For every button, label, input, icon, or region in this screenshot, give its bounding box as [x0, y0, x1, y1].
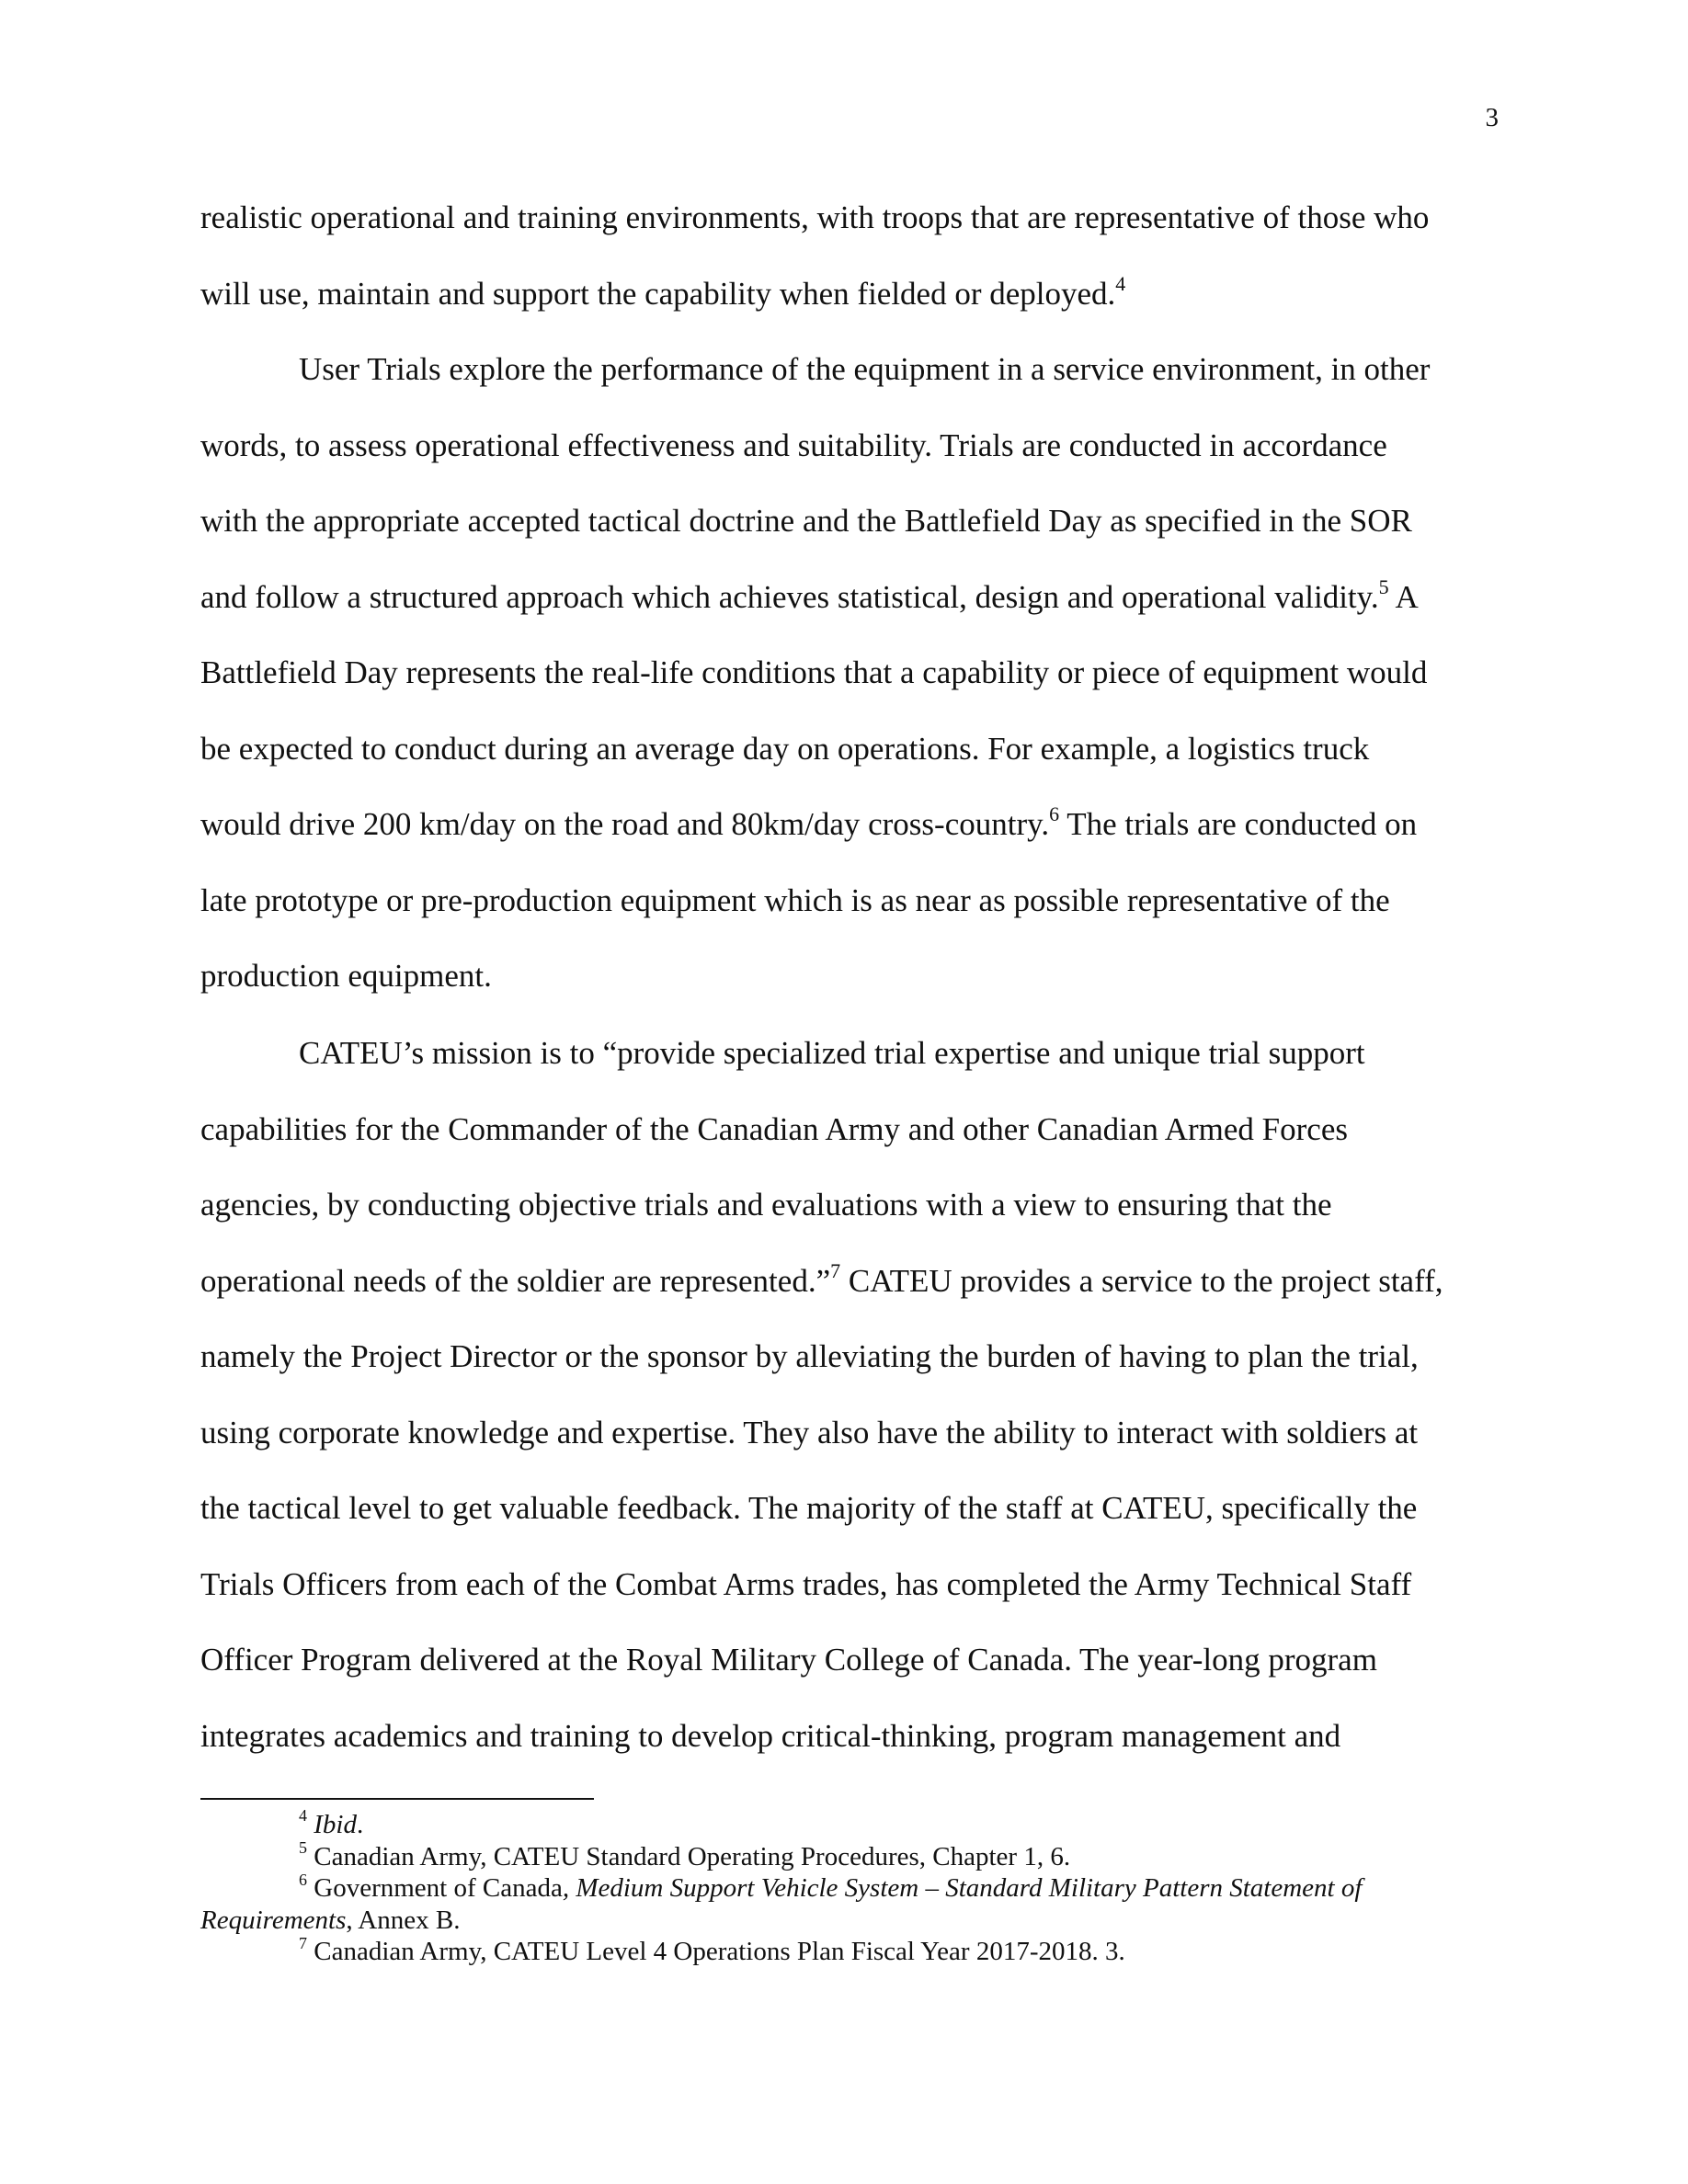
paragraph-line: [200, 560, 1506, 636]
paragraph-line: capabilities for the Commander of the Canadian Army and other Canadian Armed Forces: [200, 1110, 1348, 1147]
footnote-7: [200, 1933, 1506, 1968]
line-text: operational needs of the soldier are represented.”: [200, 1262, 831, 1299]
footnote-text: Government of Canada: [314, 1873, 563, 1904]
paragraph-line: with the appropriate accepted tactical doctrine and the Battlefield Day as specified in the SOR: [200, 503, 1412, 539]
paragraph-line: realistic operational and training environments, with troops that are representative of those who: [200, 199, 1430, 235]
footnote-6-continued: [200, 1905, 1506, 1937]
footnote-number: 4: [299, 1806, 307, 1826]
footnote-text: Canadian Army, CATEU Standard Operating Procedures, Chapter 1, 6.: [314, 1841, 1071, 1871]
paragraph-line: using corporate knowledge and expertise. They also have the ability to interact with soldiers at: [200, 1414, 1419, 1450]
paragraph-continuation: [200, 180, 1506, 332]
footnote-divider: [200, 1798, 594, 1800]
footnote-ref-4[interactable]: 4: [1115, 271, 1126, 295]
footnote-number: 7: [299, 1933, 307, 1952]
paragraph-line: be expected to conduct during an average day on operations. For example, a logistics truck: [200, 730, 1370, 767]
paragraph-line: late prototype or pre-production equipment which is as near as possible representative of the: [200, 882, 1390, 918]
footnote-ref-6[interactable]: 6: [1049, 802, 1060, 826]
footnote-italic: Ibid: [314, 1810, 357, 1839]
paragraph-line: agencies, by conducting objective trials and evaluations with a view to ensuring that the: [200, 1187, 1332, 1223]
footnote-text: .: [356, 1810, 364, 1839]
paragraph-line: Trials Officers from each of the Combat Arms trades, has completed the Army Technical Staff: [200, 1565, 1412, 1602]
footnote-6: [200, 1872, 1506, 1905]
page-number: 3: [1485, 103, 1499, 132]
footnote-ref-7[interactable]: 7: [830, 1258, 841, 1282]
footnote-5: [200, 1837, 1506, 1873]
paragraph-line: [200, 787, 1506, 863]
line-text: would drive 200 km/day on the road and 80km/day cross-country.: [200, 806, 1050, 842]
paragraph-line: Battlefield Day represents the real-life conditions that a capability or piece of equipment would: [200, 654, 1428, 690]
paragraph-line: integrates academics and training to develop critical-thinking, program management and: [200, 1717, 1341, 1754]
footnotes: [200, 1806, 1506, 1968]
footnote-4: [200, 1806, 1506, 1841]
footnote-number: 6: [299, 1870, 307, 1889]
line-text: A: [1388, 578, 1419, 615]
footnote-italic: , Medium Support Vehicle System – Standard Military Pattern Statement of: [562, 1873, 1363, 1904]
line-text: will use, maintain and support the capability when fielded or deployed.: [200, 275, 1116, 312]
footnote-italic: Requirements: [200, 1905, 347, 1935]
paragraph-line: production equipment.: [200, 958, 492, 994]
line-text: CATEU provides a service to the project staff,: [840, 1262, 1443, 1299]
footnote-text: , Annex B.: [346, 1905, 461, 1935]
footnote-number: 5: [299, 1837, 307, 1857]
footnote-ref-5[interactable]: 5: [1378, 574, 1389, 598]
paragraph-line: the tactical level to get valuable feedback. The majority of the staff at CATEU, specifically the: [200, 1490, 1418, 1526]
paragraph-line: namely the Project Director or the sponsor by alleviating the burden of having to plan the trial,: [200, 1338, 1419, 1374]
paragraph-line: User Trials explore the performance of the equipment in a service environment, in other: [299, 351, 1431, 387]
paragraph-line: CATEU’s mission is to “provide specialized trial expertise and unique trial support: [299, 1035, 1365, 1071]
paragraph-line: [200, 1244, 1506, 1320]
line-text: and follow a structured approach which achieves statistical, design and operational validity.: [200, 578, 1379, 615]
paragraph-line: words, to assess operational effectiveness and suitability. Trials are conducted in accordance: [200, 427, 1387, 463]
paragraph-line: Officer Program delivered at the Royal Military College of Canada. The year-long program: [200, 1642, 1377, 1678]
footnote-text: Canadian Army, CATEU Level 4 Operations Plan Fiscal Year 2017-2018. 3.: [314, 1937, 1125, 1967]
line-text: The trials are conducted on: [1059, 806, 1418, 842]
paragraph-user-trials: [200, 332, 1506, 1015]
paragraph-line: [200, 256, 1506, 333]
paragraph-cateu-mission: [200, 1016, 1506, 1774]
